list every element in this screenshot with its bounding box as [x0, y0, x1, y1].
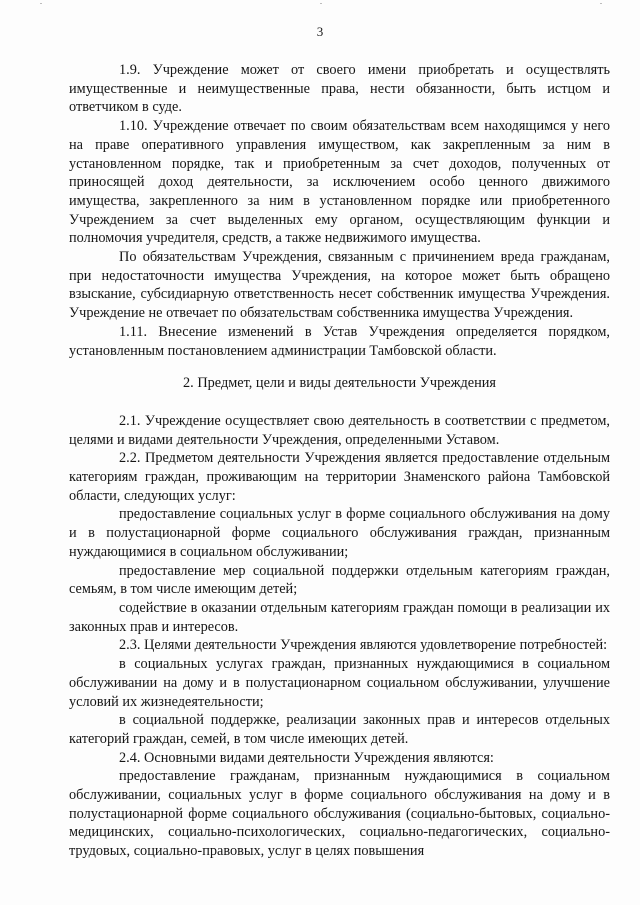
paragraph-1-11: 1.11. Внесение изменений в Устав Учреждения определяется порядком, установленным постановлением администрации Тамбовской области. — [69, 323, 610, 359]
paragraph-2-1: 2.1. Учреждение осуществляет свою деятельность в соответствии с предметом, целями и видами деятельности Учреждения, определенными Уставом. — [69, 412, 610, 448]
section-heading: 2. Предмет, цели и виды деятельности Учреждения — [183, 375, 496, 392]
list-item-needs-support: в социальной поддержке, реализации законных прав и интересов отдельных категорий граждан, семей, в том числе имеющих детей. — [69, 712, 610, 747]
scan-mark — [600, 3, 602, 4]
list-item-activity-types: предоставление гражданам, признанным нуждающимися в социальном обслуживании, социальных услуг в форме социального обслуживания на дому и в полустационарной форме социального обслуживания (социально-бытовых, социально-медицинских, социально-психологических, социально-педагогических, социально-трудовых, социально-правовых, услуг в целях повышения — [69, 768, 610, 860]
list-item-assistance: содействие в оказании отдельным категориям граждан помощи в реализации их законных прав и интересов. — [69, 599, 610, 635]
paragraph-2-3: 2.3. Целями деятельности Учреждения являются удовлетворение потребностей: — [119, 637, 608, 654]
list-item-support-measures: предоставление мер социальной поддержки отдельным категориям граждан, семьям, в том числе имеющим детей; — [69, 562, 610, 598]
paragraph-2-4: 2.4. Основными видами деятельности Учреждения являются: — [119, 749, 494, 766]
paragraph-2-2: 2.2. Предметом деятельности Учреждения является предоставление отдельным категориям граждан, проживающим на территории Знаменского района Тамбовской области, следующих услуг: — [69, 450, 610, 504]
scan-mark — [40, 3, 42, 4]
paragraph-liability: По обязательствам Учреждения, связанным с причинением вреда гражданам, при недостаточности имущества Учреждения, на которое может быть обращено взыскание, субсидиарную ответственность несет собственник имущества Учреждения. Учреждение не отвечает по обязательствам собственника имущества Учреждения. — [69, 249, 610, 322]
scan-mark — [320, 3, 322, 4]
page-number: 3 — [316, 24, 324, 39]
list-item-social-services: предоставление социальных услуг в форме социального обслуживания на дому и в полустационарной форме социального обслуживания граждан, признанным нуждающимися в социальном обслуживании; — [69, 506, 610, 560]
document-body — [69, 61, 610, 861]
list-item-needs-services: в социальных услугах граждан, признанных нуждающимися в социальном обслуживании на дому и в полустационарном социальном обслуживании, улучшение условий их жизнедеятельности; — [69, 656, 610, 710]
paragraph-1-10: 1.10. Учреждение отвечает по своим обязательствам всем находящимся у него на праве оперативного управления имуществом, как закрепленным за ним в установленном порядке, так и приобретенным за счет доходов, полученных от приносящей доход деятельности, за исключением особо ценного движимого имущества, закрепленного за ним в установленном порядке или приобретенного Учреждением за счет выделенных ему органом, осуществляющим функции и полномочия учредителя, средств, а также недвижимого имущества. — [69, 118, 610, 247]
paragraph-1-9: 1.9. Учреждение может от своего имени приобретать и осуществлять имущественные и неимущественные права, нести обязанности, быть истцом и ответчиком в суде. — [69, 62, 610, 116]
